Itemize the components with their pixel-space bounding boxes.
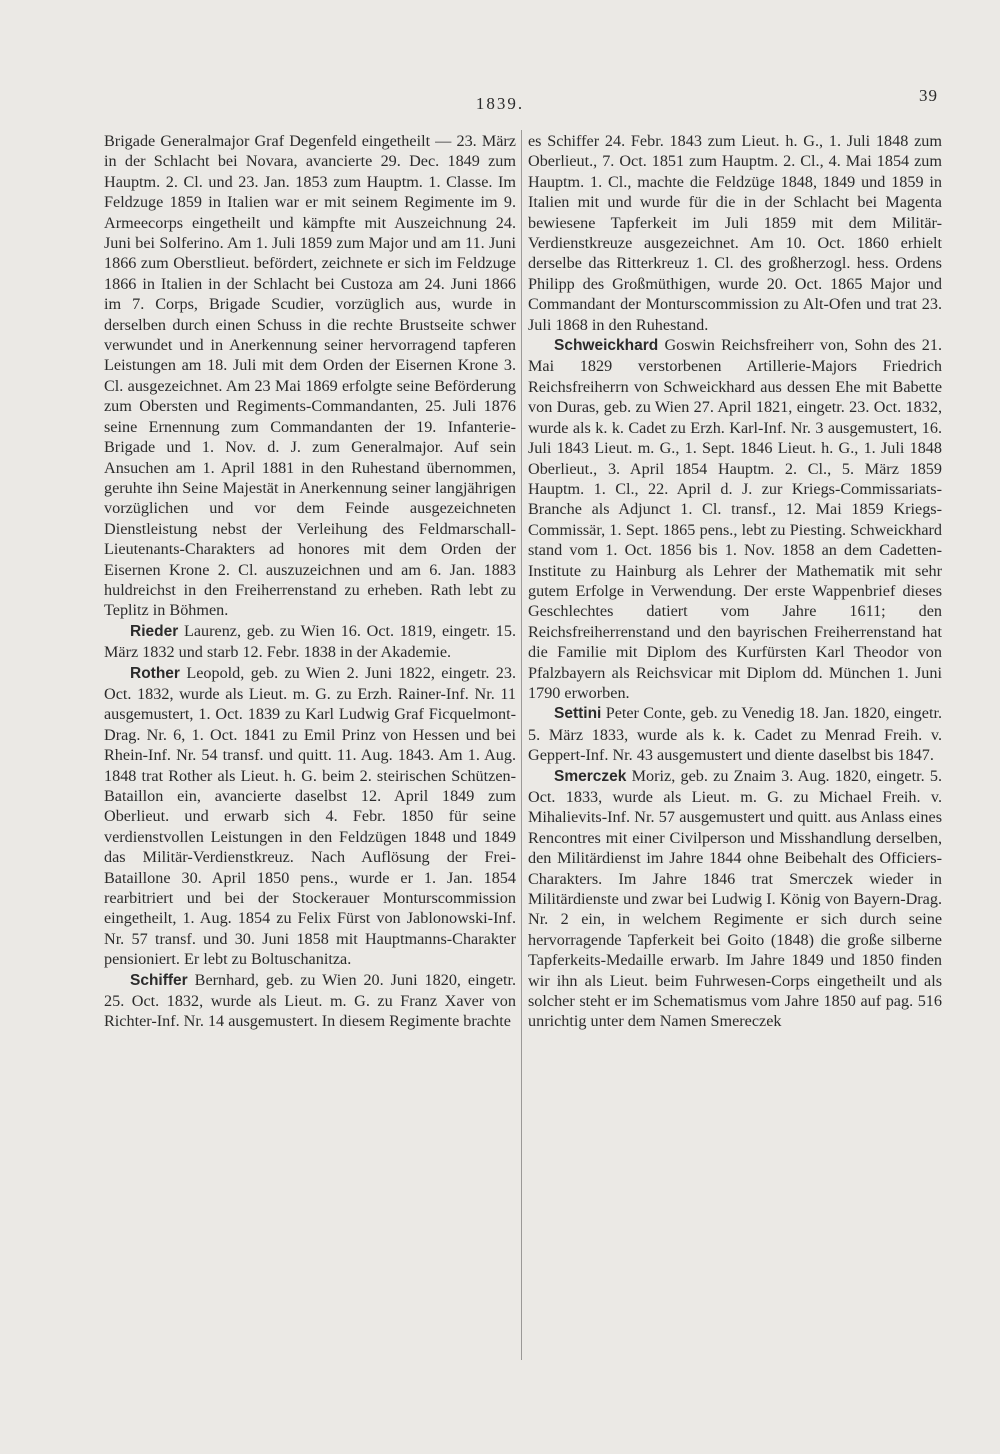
entry-name: Schweickhard	[554, 337, 659, 355]
continuation-paragraph: es Schiffer 24. Febr. 1843 zum Lieut. h. G., 1. Juli 1848 zum Oberlieut., 7. Oct. 1851 zum Hauptm. 2. Cl., 4. Mai 1854 zum Hauptm. 1. Cl., machte die Feldzüge 1848, 1849 und 1859 in Italien mit und wurde für die in der Schlacht bei Magenta bewiesene Tapferkeit im Juli 1859 mit dem Militär-Verdienstkreuze ausgezeichnet. Am 10. Oct. 1860 erhielt derselbe das Ritterkreuz 1. Cl. des großherzogl. hess. Ordens Philipp des Großmüthigen, wurde 20. Oct. 1865 Major und Commandant der Monturscommission zu Alt-Ofen und trat 23. Juli 1868 in den Ruhestand.	[528, 132, 942, 334]
entry-name: Rother	[130, 664, 180, 682]
biography-entry	[528, 703, 942, 765]
entry-text: Bernhard, geb. zu Wien 20. Juni 1820, eingetr. 25. Oct. 1832, wurde als Lieut. m. G. zu Franz Xaver von Richter-Inf. Nr. 14 ausgemustert. In diesem Regimente brachte	[104, 970, 516, 1031]
entry-text: Goswin Reichsfreiherr von, Sohn des 21. Mai 1829 verstorbenen Artillerie-Majors Friedrich Reichsfreiherrn von Schweickhard aus dessen Ehe mit Babette von Duras, geb. zu Wien 27. April 1821, eingetr. 23. Oct. 1832, wurde als k. k. Cadet zu Erzh. Karl-Inf. Nr. 3 ausgemustert, 16. Juli 1843 Lieut. m. G., 1. Sept. 1846 Lieut. h. G., 1. Juli 1848 Oberlieut., 3. April 1854 Hauptm. 2. Cl., 5. März 1859 Hauptm. 1. Cl., 22. April d. J. zur Kriegs-Commissariats-Branche als Adjunct 1. Cl. transf., 12. Mai 1859 Kriegs-Commissär, 1. Sept. 1865 pens., lebt zu Piesting. Schweickhard stand vom 1. Oct. 1856 bis 1. Nov. 1858 an dem Cadetten-Institute zu Hainburg als Lehrer der Mathematik mit sehr gutem Erfolge in Verwendung. Der erste Wappenbrief dieses Geschlechtes datiert vom Jahre 1611; den Reichsfreiherrenstand und den bayrischen Freiherrenstand hat die Familie mit Diplom des Kurfürsten Karl Theodor von Pfalzbayern als Reichsvicar mit Diplom dd. München 1. Juni 1790 erworben.	[528, 336, 942, 702]
biography-entry	[104, 663, 516, 970]
page-number: 39	[919, 86, 938, 105]
entry-name: Rieder	[130, 622, 179, 640]
right-column	[528, 131, 942, 1032]
biography-entry	[104, 621, 516, 663]
entry-name: Settini	[554, 705, 602, 723]
biography-entry	[528, 335, 942, 703]
continuation-paragraph: Brigade Generalmajor Graf Degenfeld eingetheilt — 23. März in der Schlacht bei Novara, avancierte 29. Dec. 1849 zum Hauptm. 2. Cl. und 23. Jan. 1853 zum Hauptm. 1. Classe. Im Feldzuge 1859 in Italien war er mit seinem Regimente im 9. Armeecorps eingetheilt und kämpfte mit Auszeichnung 24. Juni bei Solferino. Am 1. Juli 1859 zum Major und am 11. Juni 1866 zum Oberstlieut. befördert, zeichnete er sich im Feldzuge 1866 in Italien in der Schlacht bei Custoza am 24. Juni 1866 im 7. Corps, Brigade Scudier, vorzüglich aus, wurde in derselben durch einen Schuss in die rechte Brustseite schwer verwundet und in Anerkennung seiner hervorragend tapferen Leistungen am 18. Juli mit dem Orden der Eisernen Krone 3. Cl. ausgezeichnet. Am 23 Mai 1869 erfolgte seine Beförderung zum Obersten und Regiments-Commandanten, 25. Juli 1876 seine Ernennung zum Commandanten der 19. Infanterie-Brigade und 1. Nov. d. J. zum Generalmajor. Auf sein Ansuchen am 1. April 1881 in den Ruhestand übernommen, geruhte ihn Seine Majestät in Anerkennung seiner langjährigen vorzüglichen und vor dem Feinde ausgezeichneten Dienstleistung nebst der Verleihung des Feldmarschall-Lieutenants-Charakters ad honores mit dem Orden der Eisernen Krone 2. Cl. auszuzeichnen und am 6. Jan. 1883 huldreichst in den Freiherrenstand zu erheben. Rath lebt zu Teplitz in Böhmen.	[104, 132, 516, 620]
entry-text: Laurenz, geb. zu Wien 16. Oct. 1819, eingetr. 15. März 1832 und starb 12. Febr. 1838 in der Akademie.	[104, 621, 516, 662]
biography-entry	[104, 970, 516, 1032]
entry-text: Moriz, geb. zu Znaim 3. Aug. 1820, eingetr. 5. Oct. 1833, wurde als Lieut. m. G. zu Michael Freih. v. Mihalievits-Inf. Nr. 57 ausgemustert und quitt. aus Anlass eines Rencontres mit einer Civilperson und Misshandlung derselben, den Militärdienst im Jahre 1844 ohne Beibehalt des Officiers-Charakters. Im Jahre 1846 trat Smerczek wieder in Militärdienste und zwar bei Ludwig I. König von Bayern-Drag. Nr. 2 ein, in welchem Regimente er sich durch seine hervorragende Tapferkeit bei Goito (1848) die große silberne Tapferkeits-Medaille erwarb. Im Jahre 1849 und 1850 finden wir ihn als Lieut. beim Fuhrwesen-Corps eingetheilt und als solcher steht er im Schematismus vom Jahre 1850 auf pag. 516 unrichtig unter dem Namen Smereczek	[528, 766, 942, 1031]
entry-name: Smerczek	[554, 767, 627, 785]
column-divider	[521, 130, 522, 1360]
entry-name: Schiffer	[130, 971, 188, 989]
entry-text: Peter Conte, geb. zu Venedig 18. Jan. 1820, eingetr. 5. März 1833, wurde als k. k. Cadet zu Menrad Freih. v. Geppert-Inf. Nr. 43 ausgemustert und diente daselbst bis 1847.	[528, 704, 942, 765]
left-column	[104, 131, 516, 1032]
year-header: 1839.	[475, 94, 525, 113]
entry-text: Leopold, geb. zu Wien 2. Juni 1822, eingetr. 23. Oct. 1832, wurde als Lieut. m. G. zu Erzh. Rainer-Inf. Nr. 11 ausgemustert, 1. Oct. 1839 zu Karl Ludwig Graf Ficquelmont-Drag. Nr. 6, 1. Oct. 1841 zu Emil Prinz von Hessen und bei Rhein-Inf. Nr. 54 transf. und quitt. 11. Aug. 1843. Am 1. Aug. 1848 trat Rother als Lieut. h. G. beim 2. steirischen Schützen-Bataillon ein, avancierte daselbst 12. April 1849 zum Oberlieut. und erwarb sich 4. Febr. 1850 für seine verdienstvollen Leistungen in den Feldzügen 1848 und 1849 das Militär-Verdienstkreuz. Nach Auflösung der Frei-Bataillone 30. April 1850 pens., wurde er 1. Jan. 1854 rearbitriert und bei der Stockerauer Monturscommission eingetheilt, 1. Aug. 1854 zu Felix Fürst von Jablonowski-Inf. Nr. 57 transf. und 30. Juni 1858 mit Hauptmanns-Charakter pensioniert. Er lebt zu Boltuschanitza.	[104, 663, 516, 969]
biography-entry	[528, 766, 942, 1032]
